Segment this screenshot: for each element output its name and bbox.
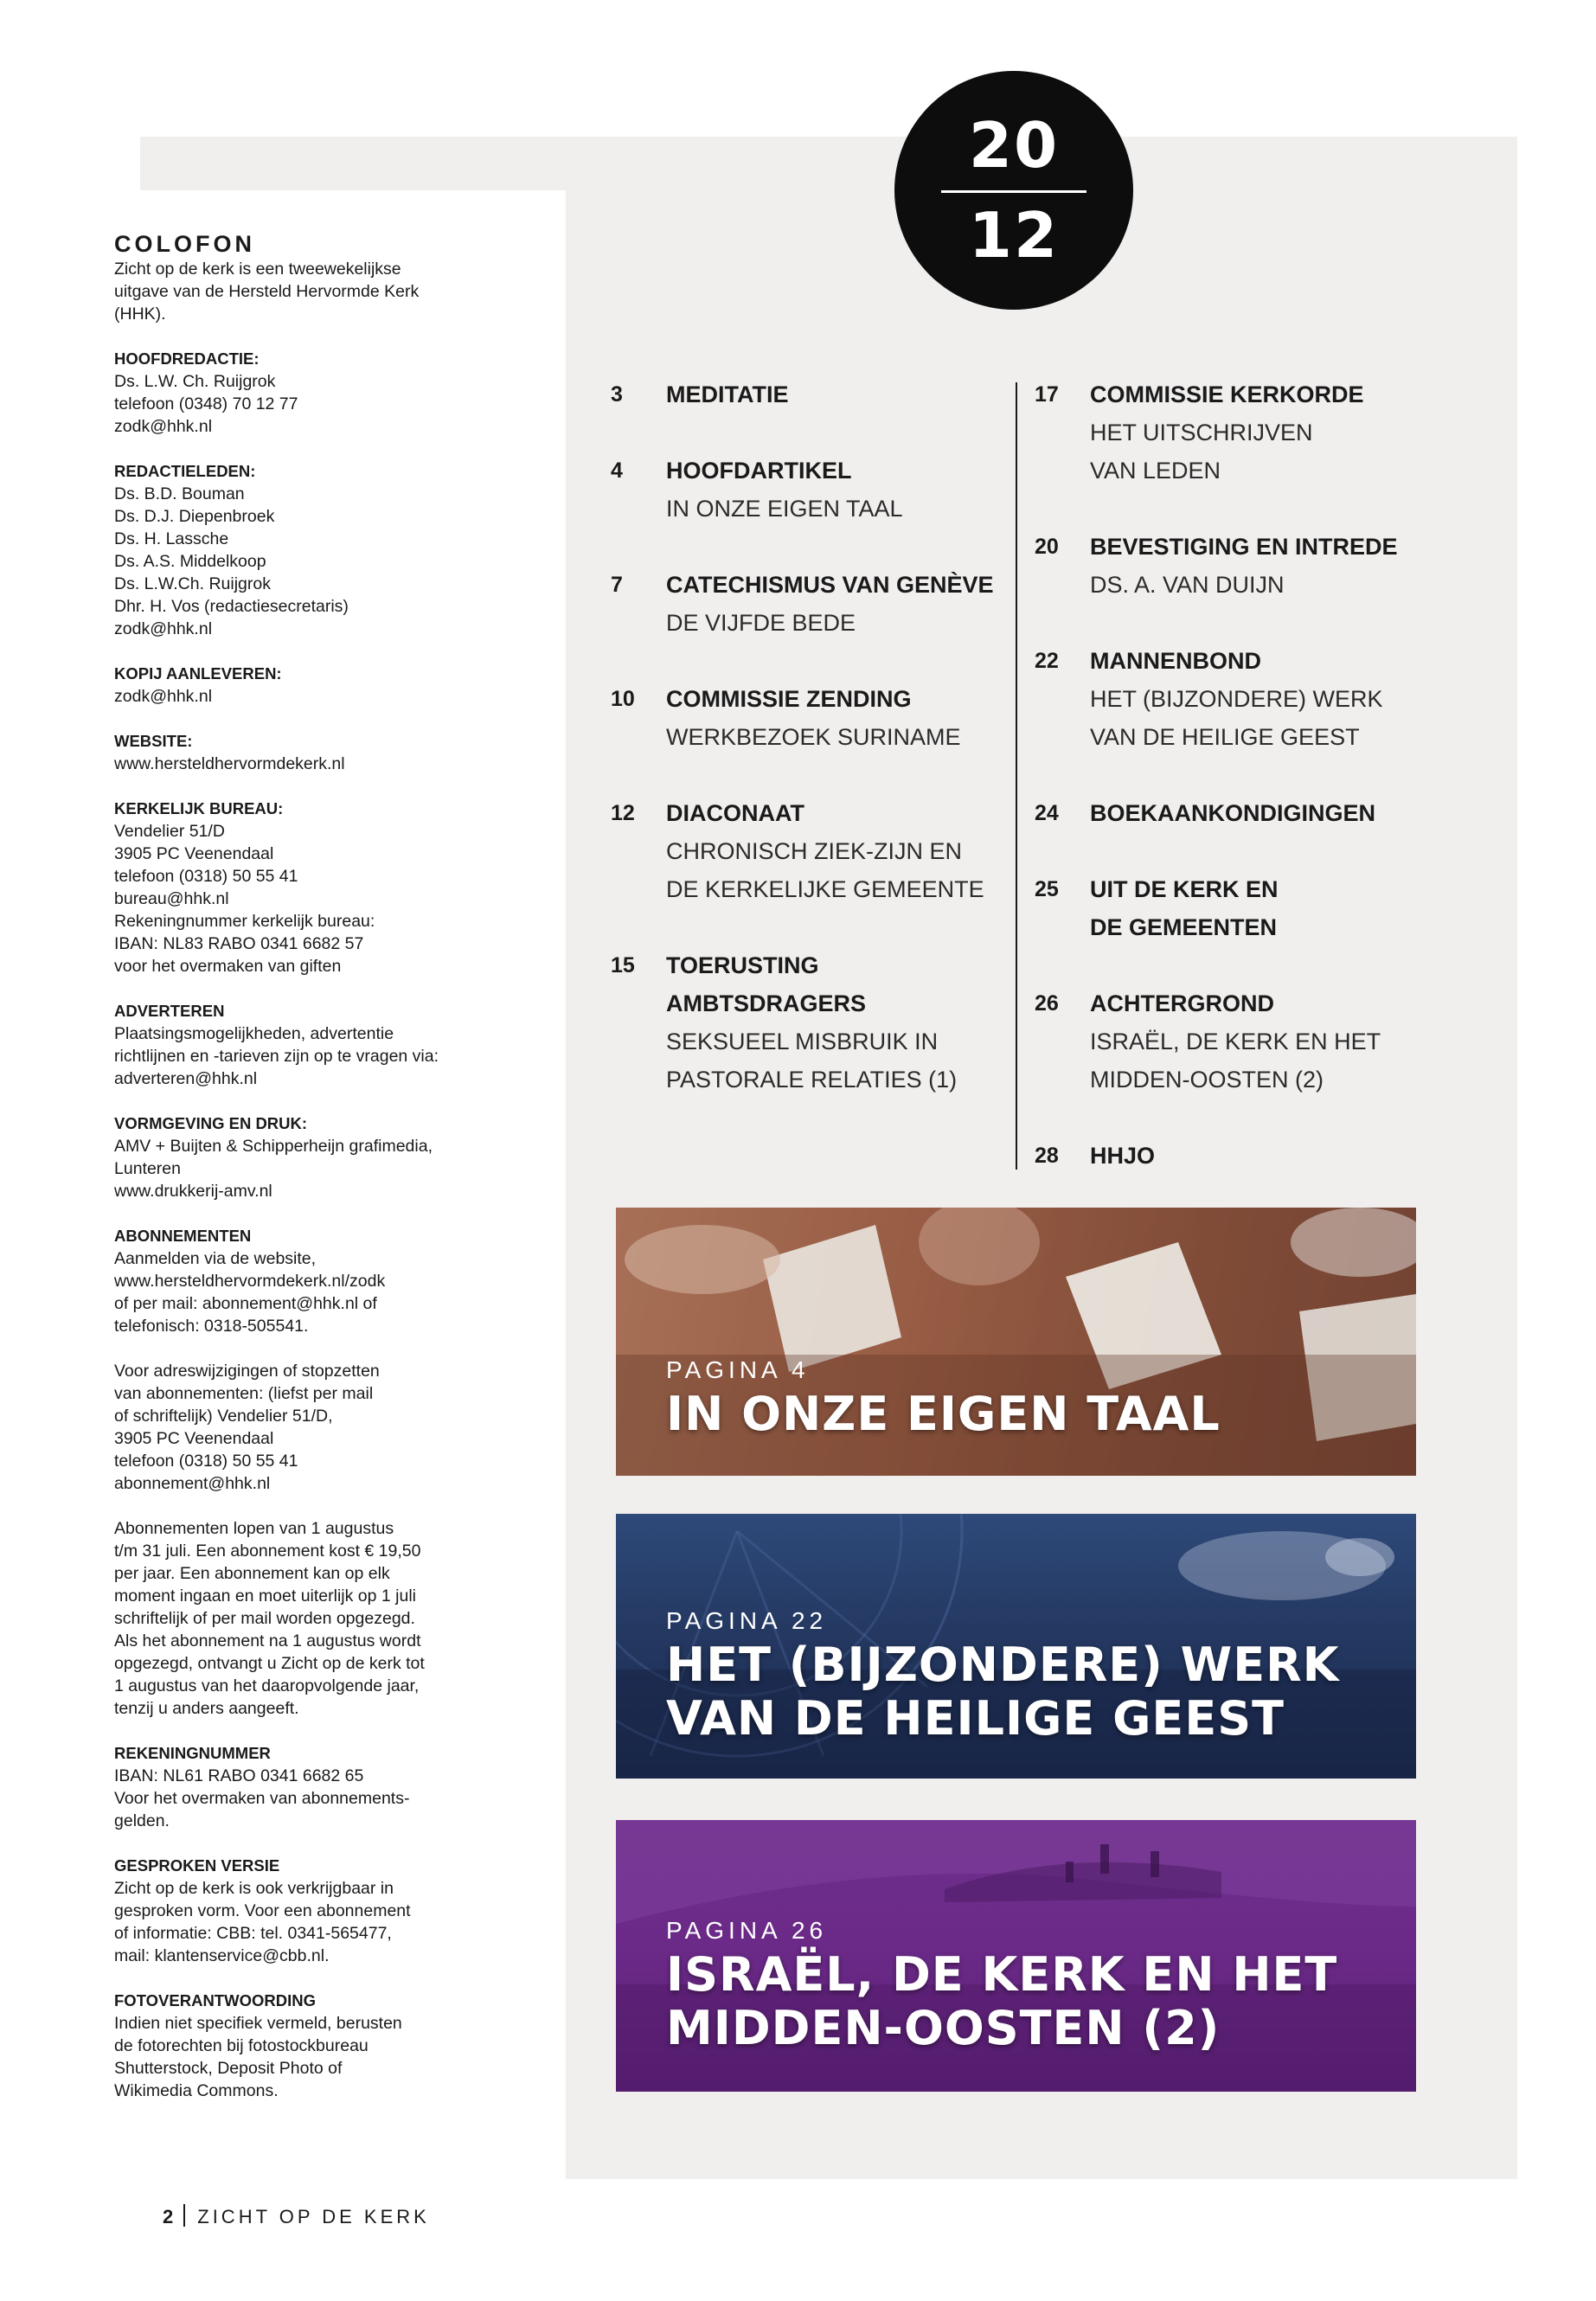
- toc-entry[interactable]: [611, 566, 1017, 642]
- colofon-section: [114, 258, 495, 325]
- page-number: 2: [163, 2206, 174, 2227]
- colofon-line: telefonisch: 0318-505541.: [114, 1317, 309, 1336]
- colofon-section: [114, 460, 495, 640]
- toc-entry[interactable]: [1035, 375, 1441, 490]
- colofon-line: telefoon (0348) 70 12 77: [114, 394, 298, 413]
- colofon-section: [114, 348, 495, 438]
- issue-number: 12: [968, 199, 1060, 272]
- toc-page-number: 3: [611, 382, 623, 407]
- toc-entry-body: [1090, 642, 1441, 756]
- issue-badge-divider: [941, 190, 1086, 193]
- colofon-line: opgezegd, ontvangt u Zicht op de kerk tot: [114, 1654, 425, 1673]
- colofon-line: richtlijnen en -tarieven zijn op te vragen via:: [114, 1047, 439, 1066]
- toc-subtitle: HET (BIJZONDERE) WERK: [1090, 686, 1383, 712]
- toc-entry[interactable]: [1035, 528, 1441, 604]
- colofon-line: de fotorechten bij fotostockbureau: [114, 2036, 369, 2055]
- colofon-line: bureau@hhk.nl: [114, 889, 229, 908]
- colofon-line: t/m 31 juli. Een abonnement kost € 19,50: [114, 1541, 421, 1561]
- toc-entry-body: [666, 375, 1017, 413]
- toc-title: AMBTSDRAGERS: [666, 990, 867, 1016]
- colofon-line: Ds. D.J. Diepenbroek: [114, 507, 275, 526]
- colofon-sections: [114, 258, 495, 2102]
- colofon-section: [114, 1990, 495, 2102]
- colofon-line: Ds. H. Lassche: [114, 529, 229, 548]
- colofon-line: Zicht op de kerk is een tweewekelijkse: [114, 260, 401, 279]
- banner-headline-line: HET (BIJZONDERE) WERK: [666, 1638, 1340, 1692]
- footer-separator: [183, 2204, 185, 2227]
- toc-subtitle: MIDDEN-OOSTEN (2): [1090, 1067, 1324, 1093]
- toc-column-left: [611, 375, 1017, 1137]
- colofon-section-heading: KOPIJ AANLEVEREN:: [114, 664, 282, 683]
- toc-entry[interactable]: [611, 375, 1017, 413]
- toc-page-number: 12: [611, 801, 635, 825]
- toc-title: MEDITATIE: [666, 381, 789, 407]
- colofon-line: Vendelier 51/D: [114, 822, 225, 841]
- colofon-line: adverteren@hhk.nl: [114, 1069, 258, 1088]
- colofon-line: telefoon (0318) 50 55 41: [114, 1452, 298, 1471]
- toc-page-number: 24: [1035, 801, 1059, 825]
- colofon-section-heading: KERKELIJK BUREAU:: [114, 799, 284, 817]
- colofon-line: zodk@hhk.nl: [114, 687, 213, 706]
- colofon-section-heading: HOOFDREDACTIE:: [114, 349, 260, 368]
- colofon-line: 3905 PC Veenendaal: [114, 1429, 274, 1448]
- colofon-line: Wikimedia Commons.: [114, 2081, 279, 2100]
- toc-entry-body: [1090, 1137, 1441, 1175]
- toc-entry-body: [666, 794, 1017, 908]
- toc-subtitle: DE KERKELIJKE GEMEENTE: [666, 876, 984, 902]
- colofon-line: www.hersteldhervormdekerk.nl/zodk: [114, 1272, 386, 1291]
- colofon-section-heading: ABONNEMENTEN: [114, 1227, 252, 1245]
- toc-title: UIT DE KERK EN: [1090, 876, 1279, 902]
- colofon-section-heading: WEBSITE:: [114, 732, 193, 750]
- toc-entry[interactable]: [1035, 642, 1441, 756]
- colofon-section-heading: ADVERTEREN: [114, 1002, 225, 1020]
- colofon-line: moment ingaan en moet uiterlijk op 1 juli: [114, 1586, 417, 1606]
- colofon: [114, 230, 495, 2125]
- colofon-line: zodk@hhk.nl: [114, 619, 213, 638]
- toc-entry-body: [1090, 375, 1441, 490]
- colofon-section: [114, 1360, 495, 1495]
- toc-column-right: [1035, 375, 1441, 1213]
- toc-entry-body: [666, 566, 1017, 642]
- colofon-section-heading: REDACTIELEDEN:: [114, 462, 256, 480]
- toc-title: DE GEMEENTEN: [1090, 914, 1278, 940]
- toc-subtitle: SEKSUEEL MISBRUIK IN: [666, 1029, 939, 1054]
- banner-headline: [666, 1948, 1337, 2055]
- colofon-line: Zicht op de kerk is ook verkrijgbaar in: [114, 1879, 394, 1898]
- colofon-line: (HHK).: [114, 304, 166, 324]
- colofon-line: gesproken vorm. Voor een abonnement: [114, 1901, 411, 1920]
- colofon-line: zodk@hhk.nl: [114, 417, 213, 436]
- colofon-line: Dhr. H. Vos (redactiesecretaris): [114, 597, 349, 616]
- colofon-line: IBAN: NL61 RABO 0341 6682 65: [114, 1766, 364, 1785]
- banner-headline-line: ISRAËL, DE KERK EN HET: [666, 1947, 1338, 2002]
- colofon-line: Ds. L.W. Ch. Ruijgrok: [114, 372, 276, 391]
- colofon-section: [114, 798, 495, 977]
- colofon-section: [114, 1225, 495, 1337]
- toc-page-number: 20: [1035, 535, 1059, 559]
- colofon-line: schriftelijk of per mail worden opgezegd.: [114, 1609, 415, 1628]
- toc-title: BOEKAANKONDIGINGEN: [1090, 800, 1376, 826]
- toc-page-number: 10: [611, 687, 635, 711]
- colofon-line: tenzij u anders aangeeft.: [114, 1699, 299, 1718]
- toc-entry-body: [1090, 870, 1441, 946]
- toc-title: DIACONAAT: [666, 800, 804, 826]
- toc-title: ACHTERGROND: [1090, 990, 1274, 1016]
- colofon-line: van abonnementen: (liefst per mail: [114, 1384, 374, 1403]
- colofon-section: [114, 1000, 495, 1090]
- colofon-line: telefoon (0318) 50 55 41: [114, 867, 298, 886]
- colofon-section-heading: REKENINGNUMMER: [114, 1744, 271, 1762]
- toc-subtitle: WERKBEZOEK SURINAME: [666, 724, 961, 750]
- toc-page-number: 7: [611, 573, 623, 597]
- toc-entry[interactable]: [1035, 794, 1441, 832]
- toc-entry[interactable]: [611, 680, 1017, 756]
- colofon-line: Als het abonnement na 1 augustus wordt: [114, 1631, 421, 1650]
- toc-entry[interactable]: [611, 794, 1017, 908]
- colofon-line: IBAN: NL83 RABO 0341 6682 57: [114, 934, 364, 953]
- colofon-line: Voor het overmaken van abonnements-: [114, 1789, 410, 1808]
- colofon-line: Ds. L.W.Ch. Ruijgrok: [114, 574, 271, 593]
- toc-entry-body: [1090, 984, 1441, 1099]
- toc-entry[interactable]: [1035, 984, 1441, 1099]
- toc-entry-body: [666, 680, 1017, 756]
- colofon-line: www.hersteldhervormdekerk.nl: [114, 754, 345, 773]
- toc-entry[interactable]: [1035, 870, 1441, 946]
- toc-page-number: 25: [1035, 877, 1059, 901]
- colofon-section-heading: FOTOVERANTWOORDING: [114, 1991, 316, 2009]
- issue-year: 20: [968, 109, 1060, 182]
- colofon-line: Abonnementen lopen van 1 augustus: [114, 1519, 394, 1538]
- banner-kicker: PAGINA 26: [666, 1917, 828, 1944]
- toc-page-number: 26: [1035, 991, 1059, 1016]
- toc-entry[interactable]: [1035, 1137, 1441, 1175]
- banner-headline: [666, 1638, 1340, 1746]
- banner-kicker: PAGINA 22: [666, 1607, 828, 1634]
- toc-entry[interactable]: [611, 946, 1017, 1099]
- toc-divider: [1016, 382, 1017, 1170]
- feature-banner-page-22[interactable]: [616, 1514, 1416, 1779]
- toc-subtitle: PASTORALE RELATIES (1): [666, 1067, 958, 1093]
- toc-title: BEVESTIGING EN INTREDE: [1090, 534, 1398, 560]
- colofon-line: Lunteren: [114, 1159, 181, 1178]
- colofon-line: of schriftelijk) Vendelier 51/D,: [114, 1407, 333, 1426]
- toc-entry-body: [1090, 528, 1441, 604]
- issue-badge: [894, 71, 1133, 310]
- toc-subtitle: VAN LEDEN: [1090, 458, 1221, 484]
- colofon-line: www.drukkerij-amv.nl: [114, 1182, 272, 1201]
- toc-entry[interactable]: [611, 452, 1017, 528]
- toc-subtitle: ISRAËL, DE KERK EN HET: [1090, 1029, 1381, 1054]
- colofon-line: Aanmelden via de website,: [114, 1249, 317, 1268]
- colofon-line: Plaatsingsmogelijkheden, advertentie: [114, 1024, 394, 1043]
- toc-title: COMMISSIE KERKORDE: [1090, 381, 1364, 407]
- toc-page-number: 22: [1035, 649, 1059, 673]
- colofon-section: [114, 663, 495, 708]
- publication-title: ZICHT OP DE KERK: [197, 2206, 430, 2227]
- toc-title: MANNENBOND: [1090, 648, 1261, 674]
- colofon-line: of informatie: CBB: tel. 0341-565477,: [114, 1924, 392, 1943]
- colofon-line: gelden.: [114, 1811, 170, 1830]
- toc-title: TOERUSTING: [666, 952, 819, 978]
- toc-title: HOOFDARTIKEL: [666, 458, 852, 484]
- colofon-line: 1 augustus van het daaropvolgende jaar,: [114, 1676, 420, 1695]
- colofon-line: mail: klantenservice@cbb.nl.: [114, 1946, 330, 1965]
- toc-entry-body: [666, 452, 1017, 528]
- toc-subtitle: CHRONISCH ZIEK-ZIJN EN: [666, 838, 963, 864]
- colofon-line: Shutterstock, Deposit Photo of: [114, 2059, 343, 2078]
- feature-banner-page-4[interactable]: [616, 1208, 1416, 1476]
- colofon-title: COLOFON: [114, 231, 255, 257]
- toc-entry-body: [1090, 794, 1441, 832]
- colofon-line: voor het overmaken van giften: [114, 957, 342, 976]
- toc-subtitle: HET UITSCHRIJVEN: [1090, 420, 1313, 445]
- toc-page-number: 17: [1035, 382, 1059, 407]
- colofon-section-heading: GESPROKEN VERSIE: [114, 1856, 280, 1875]
- banner-headline-line: VAN DE HEILIGE GEEST: [666, 1691, 1285, 1746]
- colofon-line: Rekeningnummer kerkelijk bureau:: [114, 912, 375, 931]
- banner-kicker: PAGINA 4: [666, 1356, 810, 1383]
- toc-entry-body: [666, 946, 1017, 1099]
- colofon-line: Ds. A.S. Middelkoop: [114, 552, 266, 571]
- colofon-section: [114, 1517, 495, 1720]
- toc-subtitle: DE VIJFDE BEDE: [666, 610, 856, 636]
- toc-page-number: 4: [611, 458, 623, 483]
- toc-title: COMMISSIE ZENDING: [666, 686, 912, 712]
- toc-title: CATECHISMUS VAN GENÈVE: [666, 572, 994, 598]
- colofon-line: Voor adreswijzigingen of stopzetten: [114, 1362, 380, 1381]
- colofon-line: 3905 PC Veenendaal: [114, 844, 274, 863]
- feature-banner-page-26[interactable]: [616, 1820, 1416, 2092]
- colofon-section: [114, 1742, 495, 1832]
- banner-headline: [666, 1388, 1221, 1441]
- banner-headline-line: MIDDEN-OOSTEN (2): [666, 2001, 1221, 2055]
- colofon-line: per jaar. Een abonnement kan op elk: [114, 1564, 390, 1583]
- colofon-line: Ds. B.D. Bouman: [114, 484, 245, 503]
- toc-page-number: 15: [611, 953, 635, 977]
- page-footer: [163, 2204, 430, 2228]
- colofon-line: uitgave van de Hersteld Hervormde Kerk: [114, 282, 420, 301]
- toc-subtitle: DS. A. VAN DUIJN: [1090, 572, 1285, 598]
- colofon-section: [114, 730, 495, 775]
- banner-headline-line: IN ONZE EIGEN TAAL: [666, 1387, 1221, 1441]
- colofon-line: abonnement@hhk.nl: [114, 1474, 271, 1493]
- colofon-line: Indien niet specifiek vermeld, berusten: [114, 2014, 402, 2033]
- colofon-section: [114, 1855, 495, 1967]
- toc-page-number: 28: [1035, 1144, 1059, 1168]
- toc-subtitle: VAN DE HEILIGE GEEST: [1090, 724, 1360, 750]
- toc-subtitle: IN ONZE EIGEN TAAL: [666, 496, 903, 522]
- colofon-section-heading: VORMGEVING EN DRUK:: [114, 1114, 308, 1132]
- colofon-line: of per mail: abonnement@hhk.nl of: [114, 1294, 377, 1313]
- toc-title: HHJO: [1090, 1143, 1156, 1169]
- colofon-section: [114, 1112, 495, 1202]
- colofon-line: AMV + Buijten & Schipperheijn grafimedia,: [114, 1137, 433, 1156]
